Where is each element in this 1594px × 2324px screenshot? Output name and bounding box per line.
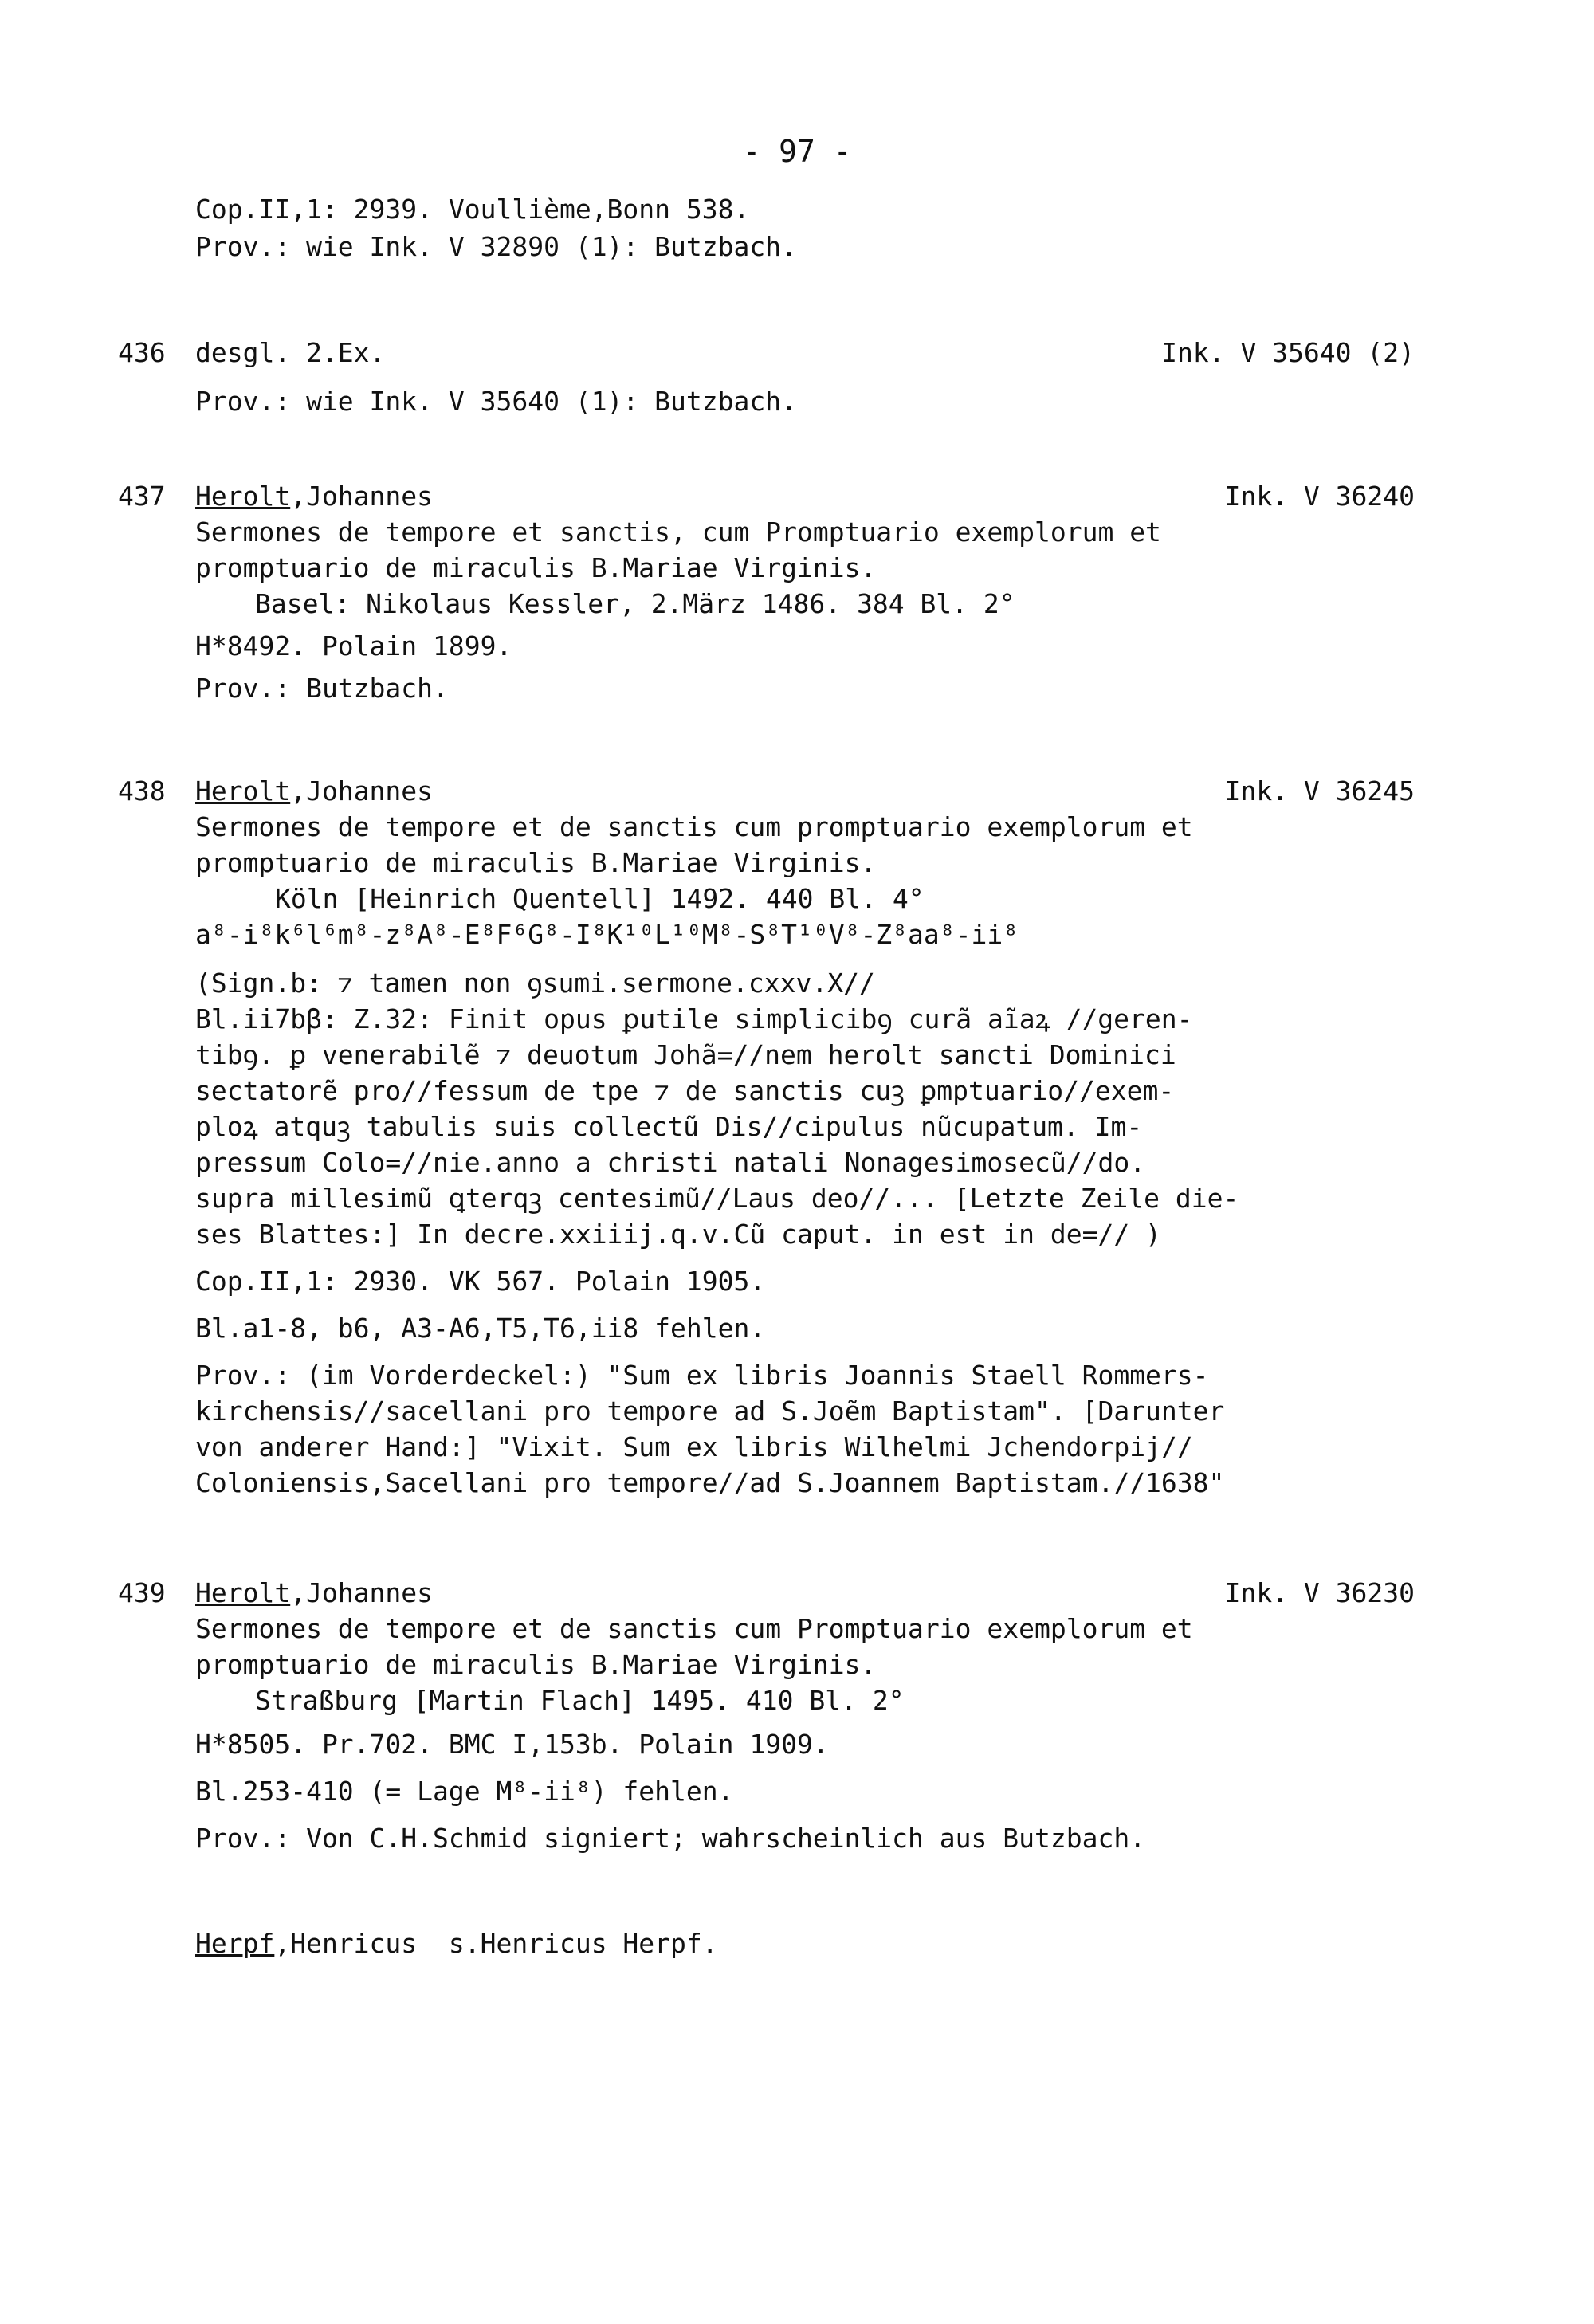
page-number: - 97 - [742,134,852,169]
carryover-entry [195,191,1415,265]
reference-line: H*8505. Pr.702. BMC I,153b. Polain 1909. [195,1729,829,1760]
shelfmark: Ink. V 35640 (2) [1161,337,1415,368]
imprint-line: Straßburg [Martin Flach] 1495. 410 Bl. 2° [255,1685,905,1716]
title-line: Sermones de tempore et de sanctis cum Promptuario exemplorum et [195,1613,1193,1644]
entry-number: 438 [118,775,166,807]
description-line: ses Blattes:] In decre.xxiiij.q.v.Cũ caput. in est in de=// ) [195,1219,1161,1250]
description-line: sectatorẽ pro//fessum de tpe ⁊ de sanctis cuꝫ ꝑmptuario//exem- [195,1075,1175,1106]
shelfmark: Ink. V 36240 [1224,481,1415,512]
crossref-text: ,Henricus s.Henricus Herpf. [274,1928,718,1959]
cross-reference [195,1926,1415,1961]
title-line: promptuario de miraculis B.Mariae Virginis. [195,552,877,583]
reference-line: H*8492. Polain 1899. [195,630,512,661]
entry-438 [195,773,1415,1501]
reference-line: Cop.II,1: 2939. Voullième,Bonn 538. [195,194,750,225]
author-forename: ,Johannes [290,481,434,512]
missing-leaves-line: Bl.253-410 (= Lage M⁸-ii⁸) fehlen. [195,1776,734,1807]
provenance-line: Coloniensis,Sacellani pro tempore//ad S.Joannem Baptistam.//1638" [195,1467,1225,1498]
shelfmark: Ink. V 36245 [1224,775,1415,807]
title-line: Sermones de tempore et de sanctis cum promptuario exemplorum et [195,811,1193,842]
entry-437 [195,478,1415,706]
author-surname: Herolt [195,775,291,807]
shelfmark: Ink. V 36230 [1224,1577,1415,1608]
author-surname: Herolt [195,1577,291,1608]
imprint-line: Köln [Heinrich Quentell] 1492. 440 Bl. 4° [275,883,925,914]
crossref-author: Herpf [195,1928,275,1959]
provenance-line: Prov.: (im Vorderdeckel:) "Sum ex libris Joannis Staell Rommers- [195,1360,1209,1391]
entry-number: 437 [118,481,166,512]
provenance-line: Prov.: wie Ink. V 32890 (1): Butzbach. [195,231,797,262]
reference-line: Cop.II,1: 2930. VK 567. Polain 1905. [195,1266,766,1297]
provenance-line: Prov.: Butzbach. [195,673,449,704]
description-line: ploꝝ atquꝫ tabulis suis collectũ Dis//cipulus nũcupatum. Im- [195,1111,1143,1142]
collation-line: a⁸-i⁸k⁶l⁶m⁸-z⁸A⁸-E⁸F⁶G⁸-I⁸K¹⁰L¹⁰M⁸-S⁸T¹⁰V⁸-Z⁸aa⁸-ii⁸ [195,919,1019,950]
description-line: (Sign.b: ⁊ tamen non ꝯsumi.sermone.cxxv.X// [195,968,875,999]
entry-number: 439 [118,1577,166,1608]
author-forename: ,Johannes [290,775,434,807]
imprint-line: Basel: Nikolaus Kessler, 2.März 1486. 384 Bl. 2° [255,588,1015,619]
author-forename: ,Johannes [290,1577,434,1608]
description-line: pressum Colo=//nie.anno a christi natali Nonagesimosecũ//do. [195,1147,1146,1178]
description-line: Bl.ii7bβ: Z.32: Finit opus ꝑutile simplicibꝯ curã aĩaꝝ //geren- [195,1003,1193,1034]
description-line: supra millesimũ ꝗterqꝫ centesimũ//Laus deo//... [Letzte Zeile die- [195,1183,1239,1214]
provenance-line: kirchensis//sacellani pro tempore ad S.Joẽm Baptistam". [Darunter [195,1396,1225,1427]
title-line: promptuario de miraculis B.Mariae Virginis. [195,847,877,878]
missing-leaves-line: Bl.a1-8, b6, A3-A6,T5,T6,ii8 fehlen. [195,1313,766,1344]
entry-439 [195,1575,1415,1856]
provenance-line: Prov.: wie Ink. V 35640 (1): Butzbach. [195,386,797,417]
entry-heading: desgl. 2.Ex. [195,337,386,368]
provenance-line: von anderer Hand:] "Vixit. Sum ex libris Wilhelmi Jchendorpij// [195,1431,1193,1462]
title-line: Sermones de tempore et sanctis, cum Promptuario exemplorum et [195,516,1161,548]
author-surname: Herolt [195,481,291,512]
title-line: promptuario de miraculis B.Mariae Virginis. [195,1649,877,1680]
entry-436 [195,335,1415,419]
provenance-line: Prov.: Von C.H.Schmid signiert; wahrscheinlich aus Butzbach. [195,1823,1146,1854]
description-line: tibꝯ. ꝑ venerabilẽ ⁊ deuotum Johã=//nem herolt sancti Dominici [195,1039,1176,1070]
entry-number: 436 [118,337,166,368]
